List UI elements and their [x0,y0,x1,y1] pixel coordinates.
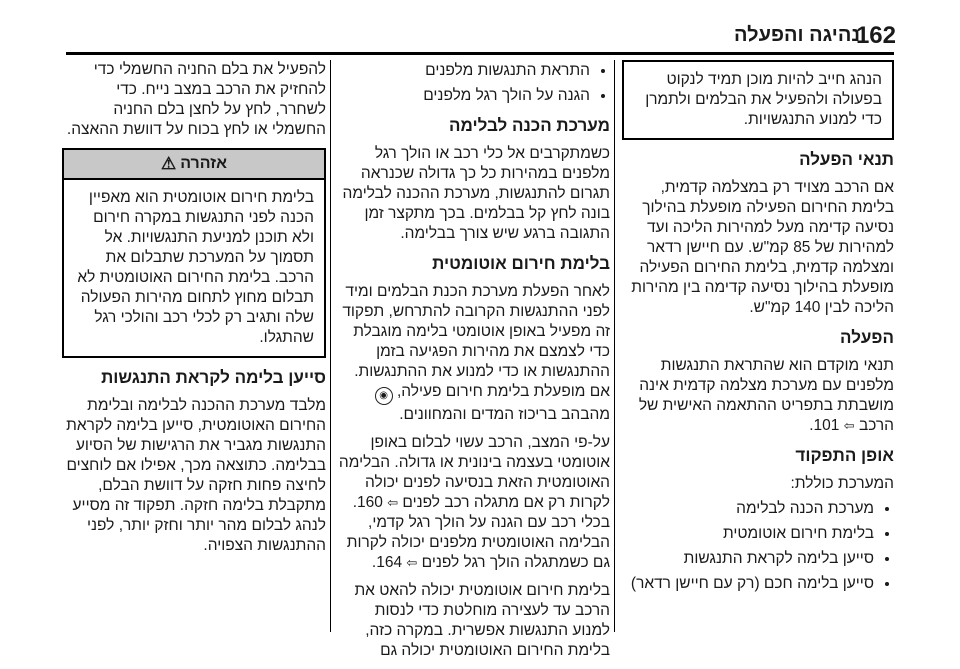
list-item: • התראת התנגשות מלפנים [338,60,590,81]
brake-indicator-icon: ◉ [375,387,393,405]
column-left [62,60,326,564]
column-right [622,60,894,600]
note-box [622,60,894,140]
text-conditions: אם הרכב מצויד רק במצלמה קדמית, בלימת החירום הפעילה מופעלת בהילוך נסיעה קדימה מעל למהירות הליכה ועד למהירות של 85 קמ"ש. עם חיישן רדאר ומצלמה קדמית, בלימת החירום הפעילה מופעלת בהילוך נסיעה קדימה בין מהירות הליכה לבין 140 קמ"ש. [631,179,894,316]
page-header [0,0,960,52]
list-item: • סייען בלימה לקראת התנגשות [622,548,874,569]
arrow-left-icon: ⇦ [843,418,855,433]
chapter-title: נהיגה והפעלה [734,24,860,46]
warning-header [64,150,324,180]
list-item: • סייען בלימה חכם (רק עם חיישן רדאר) [622,573,874,594]
page-number: 162 [855,22,896,49]
column-divider [614,60,615,632]
list-item: • הגנה על הולך רגל מלפנים [338,85,590,106]
page-ref[interactable]: 164. [371,554,403,571]
header-rule [66,52,894,55]
text-activation: תנאי מוקדם הוא שהתראת התנגשות מלפנים עם מערכת מצלמה קדמית אינה מושבתת בתפריט ההתאמה האישית של הרכב ⇦ 101. [638,357,894,434]
arrow-left-icon: ⇦ [387,495,399,510]
arrow-left-icon: ⇦ [406,555,418,570]
warning-body: בלימת חירום אוטומטית הוא מאפיין הכנה לפני התנגשות במקרה חירום ולא תוכנן למניעת התנגשויות. אל תסמוך על המערכת שתבלום את הרכב. בלימת החירום האוטומטית לא תבלום מחוץ לתחום מהירות הפעולה שלה ותגיב רק לכלי רכב והולכי רגל שהתגלו. [77,189,314,346]
list-item: • בלימת חירום אוטומטית [622,523,874,544]
text-auto-brake-3: בלימת חירום אוטומטית יכולה להאט את הרכב עד לעצירה מוחלטת כדי לנסות למנוע התנגשות אפשרית. במקרה כזה, בלימת החירום האוטומטית יכולה גם [354,582,610,659]
heading-auto-brake: בלימת חירום אוטומטית [432,254,610,273]
column-middle [338,60,610,669]
heading-activation: הפעלה [840,328,894,347]
column-divider [330,60,331,632]
heading-collision-assist: סייען בלימה לקראת התנגשות [101,368,326,387]
page-ref[interactable]: 101. [809,417,840,434]
warning-box [62,148,326,358]
text-brake-prep: כשמתקרבים אל כלי רכב או הולך רגל מלפנים במהירות כל כך גדולה שכנראה תגרום להתנגשות, מערכת ההכנה לבלימה בונה לחץ קל בבלמים. בכך מתקצר זמן התגובה ברגע שיש צורך בבלימה. [342,145,610,242]
note-text: הנהג חייב להיות מוכן תמיד לנקוט בפעולה ולהפעיל את הבלמים ולתמרן כדי למנוע התנגשויות. [645,71,882,128]
heading-operation: אופן התפקוד [795,446,894,465]
warning-title: אזהרה [180,155,228,172]
warning-triangle-icon: ⚠ [160,154,177,173]
text-operation: המערכת כוללת: [790,475,894,492]
list-item: • מערכת הכנה לבלימה [622,498,874,519]
text-auto-brake-2: על-פי המצב, הרכב עשוי לבלום באופן אוטומטי בעצמה בינונית או גדולה. הבלימה האוטומטית הזאת בנסיעה לפנים יכולה לקרות רק אם מתגלה רכב לפנים ⇦ 160. בכלי רכב עם הגנה על הולך רגל קדמי, הבלימה האוטומטית מלפנים יכולה לקרות גם כשמתגלה הולך רגל לפנים ⇦ 164. [338,434,610,571]
text-auto-brake-1: לאחר הפעלת מערכת הכנת הבלמים ומיד לפני ההתנגשות הקרובה להתרחש, תפקוד זה מפעיל באופן אוטומטי בלימה מוגבלת כדי לצמצם את מהירות הפגיעה בזמן ההתנגשות או כדי למנוע את ההתנגשות. אם מופעלת בלימת חירום פעילה, ◉ מהבהב בריכוז המדים והמחוונים. [342,283,610,423]
page-ref[interactable]: 160. [352,494,383,511]
heading-brake-prep: מערכת הכנה לבלימה [448,116,610,135]
feature-list-cont [338,60,610,106]
heading-conditions: תנאי הפעלה [799,150,894,169]
text-parking-brake: להפעיל את בלם החניה החשמלי כדי להחזיק את הרכב במצב נייח. כדי לשחרר, לחץ על לחצן בלם החניה החשמלי או לחץ בכוח על דוושת ההאצה. [66,61,326,138]
text-collision-assist: מלבד מערכת ההכנה לבלימה ובלימת החירום האוטומטית, סייען בלימה לקראת התנגשות מגביר את הרגישות של הסיוע בבלימה. כתוצאה מכך, אפילו אם לוחצים לחיצה פחות חזקה על דוושת הבלם, מתקבלת בלימה חזקה. תפקוד זה מסייע לנהג לבלום מהר יותר וחזק יותר, לפני ההתנגשות הצפויה. [66,397,326,554]
feature-list [622,498,894,594]
